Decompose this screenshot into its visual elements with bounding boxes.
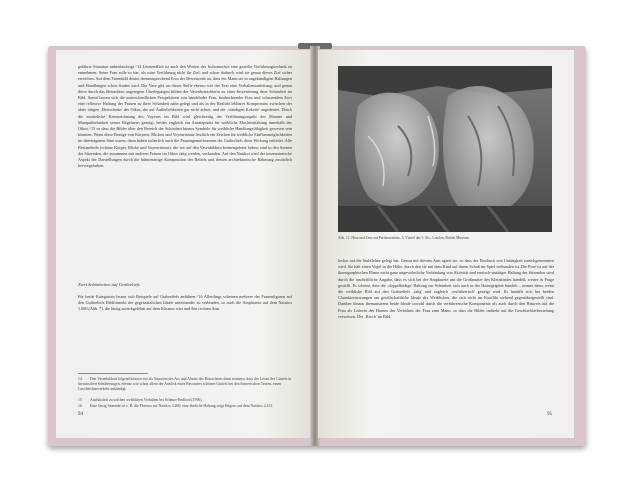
page-number: 95 xyxy=(547,412,552,417)
footnote-separator xyxy=(78,373,148,374)
footnote xyxy=(78,404,292,409)
section-heading: Zwei Schönheiten auf Grabreliefs xyxy=(78,282,140,287)
footnote-number: 15 xyxy=(78,398,82,402)
left-page-paragraph-1: gefährte Situation unbeabsichtigt.^14 Letztendlich ist auch den Worten des Ischomachos eine gezielte Verführungstechnik zu entnehmen: Seine Frau solle so tun, als wäre Verführung nicht ihr Ziel, und schon dadurch wird sie genau dieses Ziel sicher erreichen. Auf dem Vasenbild deutet dementsprechend Eros der Beweisrede an, dass ein Mann sie in angekündigten Haltungen und Handlungen schon finden wird. Die Vase gibt an dieser Stelle ebenso wie der Text eine Verhaltensanleitung, und genau diese durch das Betrachten angeregten Überlegungen bilden der Vasenbetrachterin zu einer Inszenierung ihrer Schönheit im Bild. Somit lassen sich die unterschiedlichen Perspektiven von handelnder Frau, beobachtender Frau und schauendem Eros eine reflexive Haltung der Frauen zu ihrer Schönheit nahe gelegt und als in der Realität lebbarer Kompromiss zwischen der aktiv tätigen ‚Herrscherin' des Oikos, die auf Äußerlichkeiten gar nicht achtet, und der ‚ständigen Kokette' angedeutet. Durch die zusätzliche Kennzeichnung des Voyeurs im Bild wird gleichzeitig der Verführungsaspekt des Mannes und Manipulierbarkeit seines Begehrens gezeigt, beides zugleich ein Ansatzpunkt für weibliche Machtentfaltung innerhalb des Oikos,^15 so dass die Bilder über den Bereich der Schönheit hinaus Symbole für weibliche Handlungsfähigkeit gewesen sein könnten. Wenn diese Bezüge von Körpern, Blicken und Voyeurismus letztlich ein Zeichen für weibliche Einflussmöglichkeiten im übertragenen Sinn waren, dann haben sicherlich auch die Frauengemächszenen der Grabreliefs diese Wirkung entfaltet. Alle Bestandteile (schöne Körper, Blicke und Voyeurismus), die wir auf den Vasenbildern kennengelernt haben, sind in den Szenen der Sitzenden, die zusammen mit anderen Frauen im Oikos tätig werden, vorhanden. Auf den Naiskoi wird der inszenatorische Aspekt der Darstellungen durch die bühnenartige Komposition des Reliefs und dessen architektonische Rahmung zusätzlich hervorgehoben. xyxy=(78,64,292,169)
footnote-text: Den Vasenbildern folgend können wir als Situation des Ars und Absatz des Betrachtens dann erinnern, dass des Lösen des Gürtels in literarischen Schilderungen, ebenso wie schon allein der Anblick eines Besonders schönen Gürtels bei den homerischen Texten, einen Geschlechterverkehr ankündigt. xyxy=(78,377,292,392)
relief-image xyxy=(338,66,552,232)
footnote-number: 14 xyxy=(78,377,82,381)
figure-caption: Abb. 12. Hera und Zeus auf Parthenonfries, 3. Viertel des 5. Jhs., London, British Museum. xyxy=(338,236,470,240)
right-page xyxy=(318,50,574,438)
relief-photograph xyxy=(338,66,552,232)
footnote xyxy=(78,377,292,393)
left-page xyxy=(56,50,312,438)
footnote xyxy=(78,398,292,403)
footnote-text: Ausführlich zu solchen weiblichen Verhalten bei Schnurr-Redford (1996). xyxy=(90,398,203,402)
page-number: 94 xyxy=(78,412,83,417)
open-book xyxy=(48,46,586,446)
left-page-paragraph-2: Für beide Kategorien lassen sich Beispiele auf Grabreliefs anführen.^16 Allerdings scheinen mehrere der Frauenfiguren auf den Grabreliefs Bildformeln der gegensätzlichen Ideale miteinander zu verbinden, so auch die Amphorete auf dem Naiskos 1.660 (Abb. 7), die lässig zurückgelehnt auf dem Klismos sitzt und den rechten Arm xyxy=(78,294,292,312)
footnote-text: Eine lässig Sitzende ist z. B. die Thessos auf Naiskos 2.260; eine ähnliche Haltung zeigt Hegeso auf dem Naiskos 2.251. xyxy=(90,404,274,408)
right-page-paragraph-1: locker auf die Stuhllehne gelegt hat. Genau mit diesem Arm agiert sie, so dass der Eindruck von Untätigkeit zurückgenommen wird. Sie hält einen Vogel in die Höhe, durch den sie mit dem Kind auf ihrem Schoß im Spiel verbunden ist. Die Pose ist auf der ikonographischen Ebene nicht ganz ungewöhnliche Verbindung von Aktivität und erotisch-untätiger Haltung der Sitzenden wird durch die inschriftliche Angabe, dass es sich bei der Amphorete um die Großmutter des Kleinkindes handelt, weiter in Frage gestellt. Es scheint, dass die ‚doppelbödige' Haltung zur Schönheit sich auch in der Ikonographie bündelt – immer dann, wenn die weibliche Bild auf den Grabreliefs ‚tätig' und zugleich ‚verführerisch' gezeigt wird. Es handelt sich bei beiden Charakterisierungen um gesellschaftliche Ideale des Weiblichen, die sich nicht im Konflikt stehend gegenübergestellt sind. Darüber hinaus thematisieren beide Ideale sowohl durch die verführerische Komponente als auch durch den Hinweis auf die Frau als Leiterin des Hauses das Verhältnis der Frau zum Mann, so dass die Bilder indirekt auf die Geschlechterbeziehung verweisen. Der ‚Brech' im Bild, xyxy=(338,258,554,319)
footnote-number: 16 xyxy=(78,404,82,408)
